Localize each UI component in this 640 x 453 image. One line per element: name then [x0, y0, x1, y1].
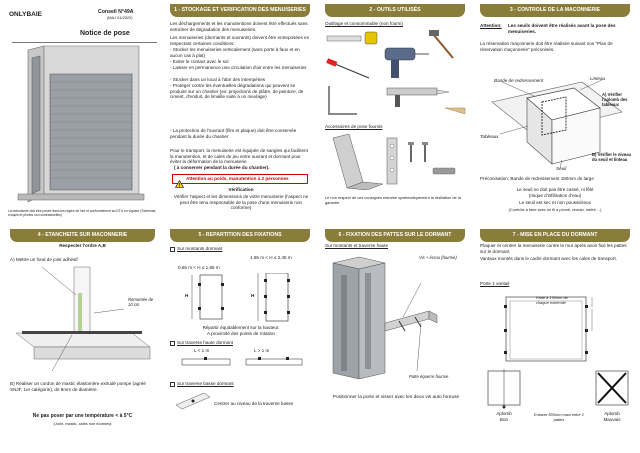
warning-text: Attention au poids, manutention à 2 personnes [186, 176, 289, 181]
s3-label-b: B) Vérifier le niveau du seuil et linteau [592, 152, 632, 162]
s7-aplomb-mauv-1: Aplomb [604, 411, 620, 416]
s4-ne-pas2: (Joint, mastic, cales non fournies) [53, 421, 112, 426]
conseil-number: Conseil N°49A [98, 9, 134, 15]
s1-item-1: - Eviter le contact avec le sol [170, 59, 229, 64]
title-divider [12, 42, 157, 43]
s1-p1: Les déchargements et les manutentions doivent être effectués sans entraîner de dégradation des menuiseries. [170, 21, 308, 32]
s6-patte: Patte équerre fournie [409, 374, 449, 379]
door-illustration [14, 44, 154, 204]
s7-entraxe: Entraxe 800mm maxi entre 2 pattes [534, 412, 584, 422]
fixation-diagram-montants [174, 273, 310, 323]
s4-ne-pas: Ne pas poser par une température < à 5°C [32, 413, 133, 419]
s5-sub3: Sur traverse basse dormant [177, 381, 234, 386]
s1-p4b: ( à conserver pendant la durée du chantier). [174, 165, 270, 170]
s5-rep: Répartir équitablement sur la hauteur. [202, 325, 280, 330]
s6-pos: Positionner la porte et visser avec les deux vis auto foreuse [332, 395, 460, 400]
s1-item-2: - Laisser en permanence une circulation d'air entre les menuiseries [170, 65, 307, 70]
section-4-panel [4, 229, 161, 450]
conseil-ref: (MAJ 01/2022) [107, 15, 133, 20]
etancheite-illustration [12, 263, 154, 373]
s5-checkbox-icon-2 [170, 341, 175, 346]
s7-aplomb-mauv-2: Mauvais [603, 417, 621, 422]
section-6-title: 6 - FIXATION DES PATTES SUR LE DORMANT [325, 229, 465, 242]
s2-accessories-heading: Accessoires de pose fournis [325, 124, 383, 129]
s7-aplomb-bon-2: Bon [499, 417, 509, 422]
s5-h-label-1: H [185, 293, 189, 298]
s3-attention-text: Les seuils doivent être réalisés avant la pose des menuiseries. [508, 23, 616, 34]
s7-p2: Vantaux montés dans le cadre dormant avec les cales de transport. [480, 256, 618, 261]
section-4-title: 4 - ETANCHEITE SUR MACONNERIE [10, 229, 155, 242]
verif-text: Vérifier l'aspect et les dimensions de votre menuiserie (l'aspect ne peut être tenu responsable de la pose d'une menuiserie non conforme) [173, 194, 309, 211]
s5-rep2: A proximité des points de rotation [207, 331, 275, 336]
section-1-panel [164, 4, 316, 226]
s6-sub: Sur montants et traverse haute [325, 243, 389, 248]
aplomb-mauvais-diagram [592, 369, 632, 409]
s3-p4: (Contrôle à faire avec un fil à plomb, niveau, mètre ...) [508, 207, 602, 212]
s7-p1: Plaquer et centrer la menuiserie contre le mur après avoir fixé les pattes sur le dormant [480, 243, 627, 254]
s3-label-a: A) Vérifier l'aplomb des tableaux [602, 92, 628, 107]
section-6-panel [319, 229, 471, 450]
profile-illustration [325, 253, 467, 383]
s3-p1: La réservation maçonnerie doit être réalisée suivant nos "Plan de réservation maçonnerie" préconisés. [480, 41, 613, 52]
s5-l1: L < 1 m [194, 348, 210, 353]
s1-item-3: - Stocker dans un local à l'abri des intempéries [170, 77, 266, 82]
s4-remontee: Remontée de 10 cm [128, 297, 154, 307]
notice-title: Notice de pose [80, 30, 130, 37]
s1-p3: - La protection de l'ouvrant (film et plaque) doit être conservée pendant la durée du chantier [170, 128, 297, 139]
accessories-illustration [329, 132, 461, 190]
fixation-diagram-traverse-haute [174, 355, 310, 377]
brand-name: ONLYBAIE [9, 11, 42, 18]
s1-p2: Les menuiseries (dormants et ouvrants) doivent être entreposées en respectant certaines conditions: [170, 35, 310, 46]
s2-tools-heading: Outillage et consommable (non fourni) [325, 21, 403, 26]
verif-title: Vérification [228, 187, 254, 192]
s5-dim2: 1,65 m < H ≤ 2,45 m [250, 255, 292, 260]
s5-centrer: Centrer au niveau de la traverse basse [214, 401, 294, 406]
s3-label-linteau: Linteau [590, 76, 606, 81]
s3-attention-label: Attention: [480, 23, 502, 28]
cover-panel [4, 4, 161, 226]
s7-patte: Patte à 150mm de chaque extrémité [536, 295, 568, 305]
section-2-panel [319, 4, 471, 226]
section-3-title: 3 - CONTROLE DE LA MACONNERIE [480, 4, 630, 17]
s3-p2b: (risque d'infiltration d'eau) [528, 193, 582, 198]
s1-item-0: - Stocker les menuiseries verticalement (sans porte à faux et en aucun cas à plat) [170, 47, 300, 58]
s5-checkbox-icon-1 [170, 247, 175, 252]
s3-label-tableaux: Tableaux [480, 134, 499, 139]
s3-p3: Le seuil est sec et non poussiéreux [519, 200, 591, 205]
s7-porte: Porte 1 vantail [480, 281, 510, 286]
s6-vis: Vis + écrou (fournie) [419, 255, 457, 260]
s5-dim1: 0,65 m < H ≤ 1,65 m [178, 265, 220, 270]
fixation-diagram-traverse-basse [174, 389, 214, 411]
section-5-title: 5 - REPARTITION DES FIXATIONS [170, 229, 310, 242]
aplomb-bon-diagram [484, 369, 524, 409]
s3-p2: Le seuil ne doit pas être cassé, ni fêlé [516, 187, 594, 192]
s7-aplomb-bon-1: Aplomb [496, 411, 512, 416]
s3-preco: Préconisation: Bande de redressement 150mm de large [480, 176, 594, 181]
s2-note: Le non respect de ces consignes entraine systématiquement la résiliation de la garantie. [325, 195, 461, 205]
section-1-title: 1 - STOCKAGE ET VERIFICATION DES MENUISERIES [170, 4, 310, 17]
s4-b: B) Réaliser un cordon de mastic élastomère extrudé pompe (agréé SNJF, 1er catégorie), de 8mm de diamètre. [10, 381, 146, 392]
section-5-panel [164, 229, 316, 450]
tools-illustration [325, 28, 467, 120]
s1-item-4: - Protéger contre les éventuelles dégradations qui peuvent se produire sur un chantier (ex: projections de plâtre, de peinture, de ciment, d'enduit, de limaille suite à un meulage) [170, 83, 304, 100]
s4-sub: Respecter l'ordre A,B [59, 243, 106, 248]
s5-sub2: Sur traverse haute dormant [177, 340, 233, 345]
section-7-panel [474, 229, 636, 450]
section-7-title: 7 - MISE EN PLACE DU DORMANT [480, 229, 630, 242]
section-3-panel [474, 4, 636, 226]
cover-footnote: La menuiserie doit être posée dans les règles de l'art et conformément au DTU en vigueur (Schémas, croquis et photos non contractuelles) [8, 209, 157, 217]
s3-label-seuil: Seuil [556, 166, 567, 171]
s4-a: A) Mettre un fond de joint adhésif [10, 257, 78, 262]
s3-label-bande: Bande de redressement [494, 78, 544, 83]
section-2-title: 2 - OUTILS UTILISÉS [325, 4, 465, 17]
s5-sub1: Sur montants dormant [177, 246, 223, 251]
svg-text:!: ! [178, 182, 181, 188]
s5-checkbox-icon-3 [170, 382, 175, 387]
s1-p4: Pour le transport, la menuiserie est équipée de sangles qui facilitent la manutention, et de cales de jeu entre ouvrant et dormant pour éviter la déformation de la menuiserie [170, 148, 308, 165]
s5-h-label-2: H [251, 293, 255, 298]
s5-l2: L > 1 m [254, 348, 270, 353]
